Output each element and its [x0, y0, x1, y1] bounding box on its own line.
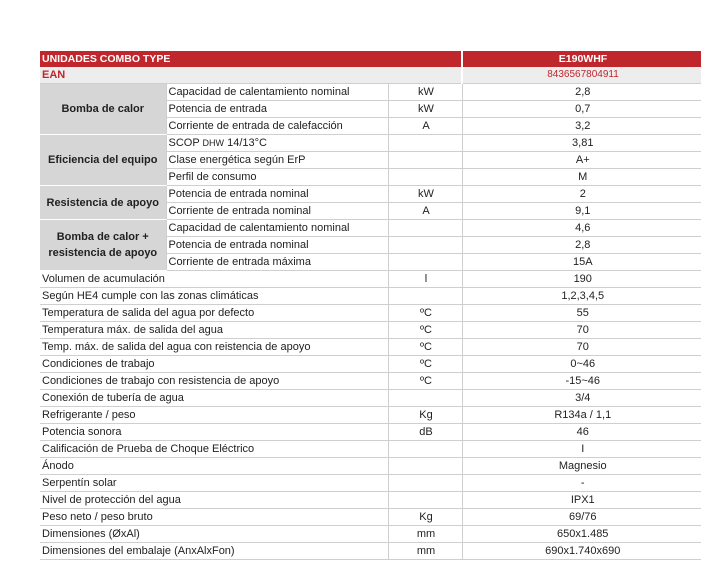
group-label-line2: resistencia de apoyo [48, 247, 158, 259]
row-value: 46 [462, 424, 701, 441]
ean-row [40, 67, 701, 84]
row-unit: ºC [388, 356, 462, 373]
group-label-combo [40, 220, 166, 271]
row-unit [388, 441, 462, 458]
row-value: 4,6 [462, 220, 701, 237]
row-unit: kW [388, 84, 462, 101]
row-unit [388, 254, 462, 271]
row-value: 2,8 [462, 237, 701, 254]
row-value: 690x1.740x690 [462, 543, 701, 560]
row-unit: A [388, 203, 462, 220]
table-row [40, 509, 701, 526]
row-unit [388, 169, 462, 186]
table-row [40, 186, 701, 203]
row-label: Ánodo [40, 458, 388, 475]
table-row [40, 288, 701, 305]
row-value: 70 [462, 339, 701, 356]
row-label: Según HE4 cumple con las zonas climáticas [40, 288, 388, 305]
row-label: Conexión de tubería de agua [40, 390, 388, 407]
scop-temp-label: 14/13°C [227, 137, 267, 149]
row-unit: Kg [388, 509, 462, 526]
table-row [40, 441, 701, 458]
row-value: M [462, 169, 701, 186]
ean-label: EAN [40, 67, 462, 84]
table-row [40, 373, 701, 390]
row-label: Dimensiones del embalaje (AnxAlxFon) [40, 543, 388, 560]
row-value: 69/76 [462, 509, 701, 526]
table-row [40, 458, 701, 475]
row-value: - [462, 475, 701, 492]
row-value: 70 [462, 322, 701, 339]
row-label: Clase energética según ErP [166, 152, 388, 169]
plain-rows [40, 271, 701, 560]
table-row [40, 390, 701, 407]
header-title: UNIDADES COMBO TYPE [40, 51, 388, 67]
row-label: Potencia de entrada [166, 101, 388, 118]
group-label-bomba-de-calor: Bomba de calor [40, 84, 166, 135]
row-label: Corriente de entrada nominal [166, 203, 388, 220]
row-label: Serpentín solar [40, 475, 388, 492]
header-spacer [388, 51, 462, 67]
row-value: A+ [462, 152, 701, 169]
row-value: 55 [462, 305, 701, 322]
group-label-resistencia: Resistencia de apoyo [40, 186, 166, 220]
row-unit [388, 475, 462, 492]
row-unit [388, 288, 462, 305]
header-row [40, 51, 701, 67]
row-label: Nivel de protección del agua [40, 492, 388, 509]
row-unit [388, 152, 462, 169]
scop-label: SCOP [168, 137, 200, 149]
row-value: 3,81 [462, 135, 701, 152]
row-label: Perfil de consumo [166, 169, 388, 186]
row-value: 0,7 [462, 101, 701, 118]
row-label: Potencia sonora [40, 424, 388, 441]
table-row [40, 407, 701, 424]
row-label: Volumen de acumulación [40, 271, 388, 288]
row-unit: Kg [388, 407, 462, 424]
row-unit [388, 220, 462, 237]
table-row [40, 220, 701, 237]
row-unit: ºC [388, 373, 462, 390]
row-value: 2 [462, 186, 701, 203]
table-row [40, 492, 701, 509]
table-row [40, 305, 701, 322]
table-row [40, 424, 701, 441]
row-value: 9,1 [462, 203, 701, 220]
row-label: Corriente de entrada máxima [166, 254, 388, 271]
table-row [40, 135, 701, 152]
row-label: Temperatura máx. de salida del agua [40, 322, 388, 339]
row-unit [388, 458, 462, 475]
row-label: Condiciones de trabajo [40, 356, 388, 373]
table-row [40, 526, 701, 543]
row-unit: mm [388, 543, 462, 560]
row-label: Capacidad de calentamiento nominal [166, 84, 388, 101]
row-unit: A [388, 118, 462, 135]
spec-sheet [40, 51, 701, 560]
row-label: Potencia de entrada nominal [166, 237, 388, 254]
row-unit: kW [388, 186, 462, 203]
row-unit [388, 237, 462, 254]
row-value: Magnesio [462, 458, 701, 475]
table-row [40, 356, 701, 373]
row-label: Capacidad de calentamiento nominal [166, 220, 388, 237]
row-unit [388, 492, 462, 509]
row-unit: ºC [388, 339, 462, 356]
ean-value: 8436567804911 [462, 67, 701, 84]
row-unit: dB [388, 424, 462, 441]
group-label-eficiencia: Eficiencia del equipo [40, 135, 166, 186]
row-unit: ºC [388, 305, 462, 322]
table-row [40, 543, 701, 560]
row-label: Corriente de entrada de calefacción [166, 118, 388, 135]
table-row [40, 339, 701, 356]
row-value: 190 [462, 271, 701, 288]
group-label-line1: Bomba de calor + [56, 231, 149, 243]
row-label: Peso neto / peso bruto [40, 509, 388, 526]
header-model: E190WHF [462, 51, 701, 67]
row-value: 1,2,3,4,5 [462, 288, 701, 305]
row-value: 15A [462, 254, 701, 271]
row-value: 0~46 [462, 356, 701, 373]
row-unit [388, 390, 462, 407]
row-unit: kW [388, 101, 462, 118]
row-value: 650x1.485 [462, 526, 701, 543]
row-value: -15~46 [462, 373, 701, 390]
row-value: R134a / 1,1 [462, 407, 701, 424]
table-row [40, 475, 701, 492]
row-value: 3,2 [462, 118, 701, 135]
scop-dhw-label: DHW [202, 138, 225, 148]
row-label: Potencia de entrada nominal [166, 186, 388, 203]
table-row [40, 322, 701, 339]
spec-table [40, 51, 701, 560]
row-unit: mm [388, 526, 462, 543]
row-label: Dimensiones (ØxAl) [40, 526, 388, 543]
row-unit [388, 135, 462, 152]
row-unit: ºC [388, 322, 462, 339]
row-label: Refrigerante / peso [40, 407, 388, 424]
row-unit: l [388, 271, 462, 288]
row-value: IPX1 [462, 492, 701, 509]
table-row [40, 84, 701, 101]
row-value: 3/4 [462, 390, 701, 407]
row-label-scop [166, 135, 388, 152]
row-label: Calificación de Prueba de Choque Eléctrico [40, 441, 388, 458]
table-row [40, 271, 701, 288]
row-label: Condiciones de trabajo con resistencia de apoyo [40, 373, 388, 390]
row-label: Temperatura de salida del agua por defecto [40, 305, 388, 322]
row-value: 2,8 [462, 84, 701, 101]
row-value: I [462, 441, 701, 458]
row-label: Temp. máx. de salida del agua con reistencia de apoyo [40, 339, 388, 356]
